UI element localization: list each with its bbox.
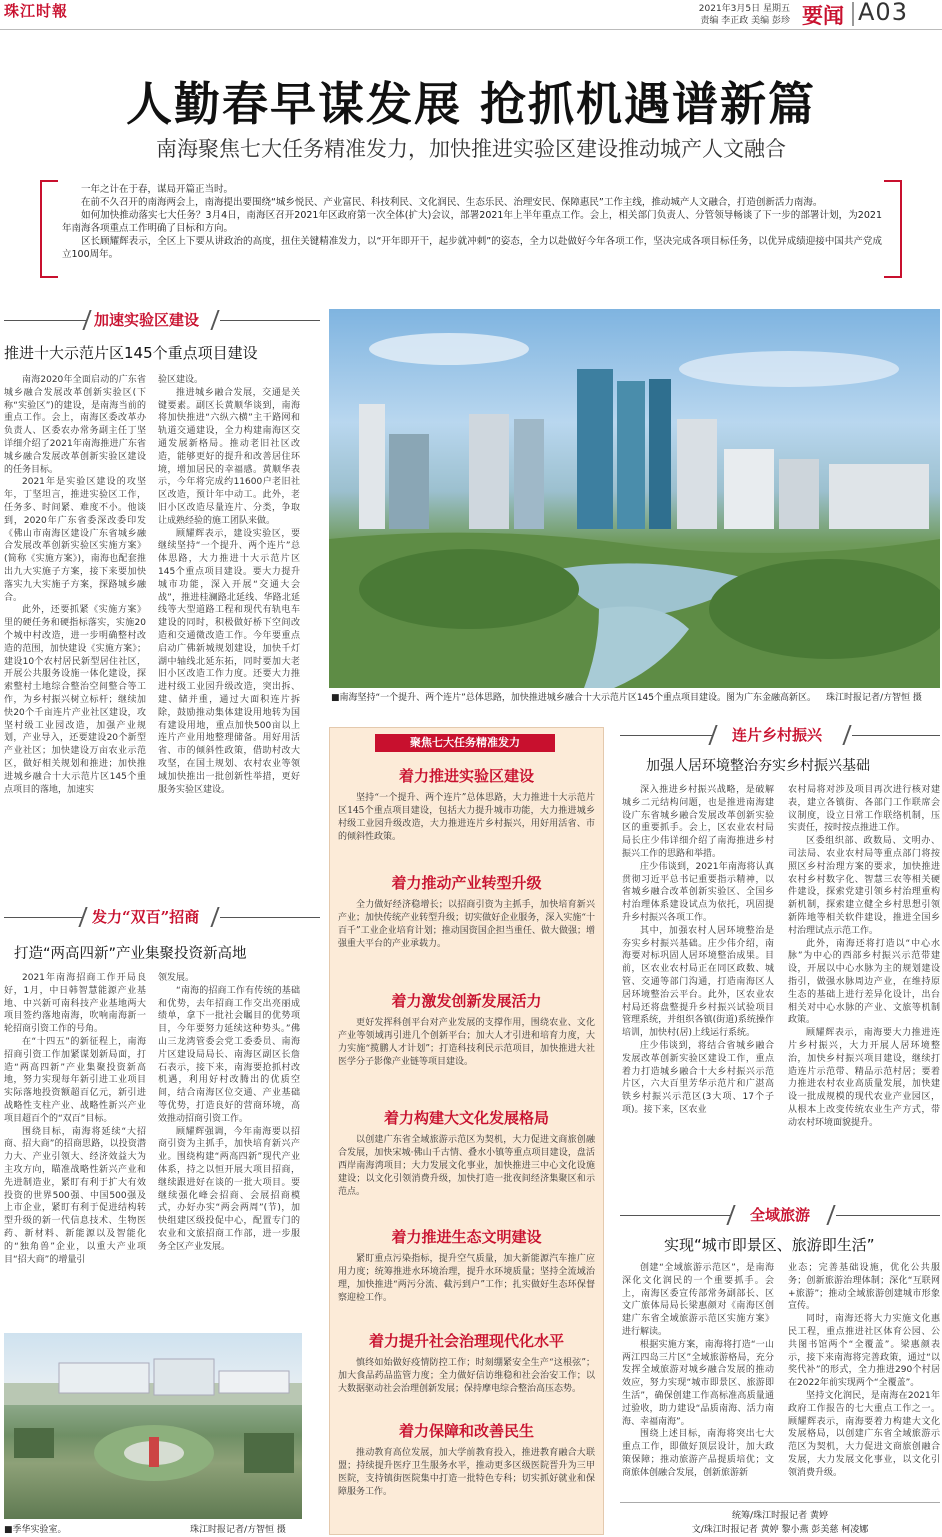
paragraph: 业态；完善基础设施，优化公共服务；创新旅游治理体制；深化“互联网+旅游”；推动全域旅游创建城市形象宣传。 xyxy=(788,1263,940,1312)
section-slash xyxy=(210,907,219,927)
article-column xyxy=(158,374,300,830)
paragraph: 此外，南海还将打造以“中心水脉”为中心的西部乡村振兴示范带建设，开展以中心水脉为主的规划建设指引，做强水脉周边产业，在维持原生态的基础上进行差异化设计，出台相关对中心水脉的产业、文旅等机制政策。 xyxy=(788,938,940,1026)
page-number: A03 xyxy=(858,0,908,26)
paragraph: 围绕目标，南海将延续“大招商、招大商”的招商思路，以投资潜力大、产业引领大、经济效益大为主攻方向，瞄准战略性新兴产业和先进制造业，紧盯有利于扩大有效投资的世界500强、中国500强及上市企业，紧盯有利于促进结构转型升级的新一代信息技术、生物医药、新材料、新能源以及智能化的“独角兽”企业，以重大产业项目“招大商”的增量引 xyxy=(4,1126,146,1265)
paragraph: 根据实施方案，南海将打造“一山两江四岛三片区”全域旅游格局，充分发挥全域旅游对城乡融合发展的推动效应，努力实现“城市即景区、旅游即生活”，确保创建工作高标准高质量通过验收，助力建设“品质南海、活力南海、幸福南海”。 xyxy=(622,1339,774,1427)
task-item xyxy=(338,1420,595,1499)
photo-credit: 珠江时报记者/方智恒 摄 xyxy=(190,1525,286,1535)
paragraph: 农村局将对涉及项目再次进行核对建表，建立各镇街、各部门工作联席会议制度，设立日常工作联络机制，压实责任，按时按点推进工作。 xyxy=(788,785,940,834)
paragraph: 庄少伟谈到，将结合省城乡融合发展改革创新实验区建设工作，重点着力打造城乡融合十大乡村振兴示范片区，六大百里芳华示范片和广湛高铁乡村振兴示范区(3大项、17个子项)。接下来，区农业 xyxy=(622,1040,774,1115)
section-label: 加速实验区建设 xyxy=(94,311,200,329)
newspaper-logo: 珠江时報 xyxy=(4,2,69,20)
paragraph: 深入推进乡村振兴战略，是破解城乡二元结构问题，也是推进南海建设广东省城乡融合发展改革创新实验区的重要抓手。会上，区农业农村局局长庄少伟详细介绍了南海推进乡村振兴工作的思路和举措。 xyxy=(622,785,774,859)
city-skyline-photo xyxy=(329,309,940,688)
article-column xyxy=(622,784,774,1194)
task-body: 坚持“一个提升、两个连片”总体思路，大力推进十大示范片区145个重点项目建设，包括大力提升城市功能，大力推进城乡村级工业园升级改造，大力推进连片乡村振兴，用好用活省、市的倾斜性政策。 xyxy=(338,793,595,842)
section-rule xyxy=(220,917,320,918)
lead-bracket-left xyxy=(40,180,58,278)
task-body: 推动教育高位发展，加大学前教育投入，推进教育融合大联盟；持续提升医疗卫生服务水平，推动更多区级医院晋升为三甲医院，支持镇街医院集中打造一批特色专科；切实抓好就业和保障服务工作。 xyxy=(338,1448,595,1497)
paragraph: 2021年是实验区建设的攻坚年，丁坚坦言，推进实验区工作，任务多、时间紧、难度不小。他谈到，2020年广东省委深改委印发《佛山市南海区建设广东省城乡融合发展改革创新实验区实施方案》(简称《实施方案》)，南海也配套推出九大实施子方案，接下来要加快落实九大实施子方案，探路城乡融合。 xyxy=(4,477,146,603)
task-item xyxy=(338,1226,595,1305)
paragraph: 领发展。 xyxy=(158,973,195,983)
task-heading: 着力构建大文化发展格局 xyxy=(383,1109,549,1127)
issue-editors: 责编 李正政 美编 彭珍 xyxy=(700,16,790,26)
section-rule xyxy=(4,917,82,918)
task-heading: 着力推进实验区建设 xyxy=(398,767,534,785)
task-body: 以创建广东省全域旅游示范区为契机，大力促进文商旅创融合发展，加快宋城·佛山千古情、叠水小镇等重点项目建设，盘活西岸南海湾项目；大力发展文化事业，加快推进三中心文化设施建设；以文化引领消费升级，加快打造一批夜间经济集聚区和示范点。 xyxy=(338,1135,595,1197)
lead-line: 区长顾耀辉表示，全区上下要从讲政治的高度，扭住关键精准发力，以“开年即开干，起步就冲刺”的姿态，全力以赴做好今年各项工作，坚决完成各项目标任务，以优异成绩迎接中国共产党成立100周年。 xyxy=(62,236,882,260)
article-column xyxy=(158,972,300,1324)
photo-caption: ■南海坚持“一个提升、两个连片”总体思路，加快推进城乡融合十大示范片区145个重点项目建设。图为广东金融高新区。 xyxy=(331,693,817,703)
skyline-illustration xyxy=(329,309,940,688)
article-column xyxy=(788,784,940,1194)
header-rule xyxy=(0,29,942,30)
section-title: 加强人居环境整治夯实乡村振兴基础 xyxy=(646,758,870,774)
paragraph: 验区建设。 xyxy=(158,375,204,385)
photo-credit: 珠江时报记者/方智恒 摄 xyxy=(826,693,922,703)
task-item xyxy=(338,872,595,951)
task-body: 全力做好经济稳增长；以招商引资为主抓手，加快培育新兴产业；加快传统产业转型升级；切实做好企业服务，深入实施“十百千”工业企业培育计划；推动国资国企担当重任、做大做强；增强重大平台的产业承载力。 xyxy=(338,900,595,949)
section-rule xyxy=(620,735,712,736)
task-heading: 着力推动产业转型升级 xyxy=(391,874,542,892)
section-label: 连片乡村振兴 xyxy=(732,726,823,744)
task-item xyxy=(338,765,595,844)
paragraph: 其中，加强农村人居环境整治是夯实乡村振兴基础。庄少伟介绍，南海要对标巩固人居环境整治成果。目前，区农业农村局正在同区政数、城管、交通等部门沟通，打造南海区人居环境整治云平台。此外，区农业农村局还将盘整提升乡村振兴试验项目管理系统，并组织各镇(街道)系统操作培训，加快村(居)上线运行系统。 xyxy=(622,925,774,1039)
headline: 人勤春早谋发展 抢抓机遇谱新篇 xyxy=(125,77,816,131)
task-heading: 着力推进生态文明建设 xyxy=(391,1228,542,1246)
paragraph: 区委组织部、政数局、文明办、司法局、农业农村局等重点部门将按照区乡村治理方案的要求，加快推进农村乡村数字化、智慧三农等相关硬件建设，探索党建引领乡村治理重构新机制，探索建立健全乡村思想引领新阵地等相关软件建设，推进全国乡村治理试点示范工作。 xyxy=(788,836,940,936)
task-item xyxy=(338,1330,595,1396)
paragraph: “南海的招商工作有传统的基础和优势，去年招商工作交出亮丽成绩单，拿下一批社会瞩目的优势项目，今年要努力延续这种势头。”佛山三龙湾管委会党工委委员、南海片区建设局局长、南海区副区长詹石表示，接下来，南海要抢抓村改机遇，利用好村改腾出的优质空间，结合南海区位交通、产业基础等优势，打造良好的营商环境，高效推动招商引资工作。 xyxy=(158,985,300,1124)
section-title: 打造“两高四新”产业集聚投资新高地 xyxy=(14,946,247,962)
paragraph: 推进城乡融合发展，交通是关键要素。副区长黄顺华谈到，南海将加快推进“六纵六横”主干路网和轨道交通建设，全力构建南海区交通发展新格局。推动老旧社区改造，能够更好的提升和改善居住环境，增加居民的幸福感。黄顺华表示，今年将完成约11600户老旧社区改造，预计年中动工。此外，老旧小区改造尽量连片、分类，争取让成熟经验的施工团队来做。 xyxy=(158,387,300,526)
header-divider xyxy=(852,2,854,26)
article-column xyxy=(788,1262,940,1498)
lab-campus-photo xyxy=(4,1333,302,1519)
section-name: 要闻 xyxy=(802,3,844,28)
issue-meta xyxy=(699,3,790,27)
lead-bracket-right xyxy=(884,180,902,278)
paragraph: 顾耀辉强调，今年南海要以招商引资为主抓手，加快培育新兴产业。围绕构建“两高四新”现代产业体系，持之以恒开展大项目招商，继续跟进好在谈的一批大项目。要继续强化峰会招商、会展招商模式，办好办实“两会两周”(节)，加快组建区级投促中心，配置专门的农业和文旅招商工作部，进一步服务全区产业发展。 xyxy=(158,1126,300,1252)
paragraph: 同时，南海还将大力实施文化惠民工程，重点推进社区体育公园、公共图书馆两个“全覆盖”。梁惠颜表示，接下来南海将完善政策，通过“以奖代补”的形式，全力推进290个村居在2022年前实现两个“全覆盖”。 xyxy=(788,1314,940,1389)
lead-line: 如何加快推动落实七大任务？3月4日，南海区召开2021年区政府第一次全体(扩大)会议，部署2021年上半年重点工作。会上，相关部门负责人、分管领导畅谈了下一步的部署计划，为2021年南海各项重点工作明确了目标和方向。 xyxy=(62,210,882,234)
paragraph: 在“十四五”的新征程上，南海招商引资工作加紧谋划新局面，打造“两高四新”产业集聚投资新高地，努力实现每年新引进工业项目实际落地投资额超百亿元，新引进战略性支柱产业、战略性新兴产业项目超百个的“双百”目标。 xyxy=(4,1036,146,1124)
byline-rule xyxy=(620,1502,940,1503)
paragraph: 创建“全域旅游示范区”，是南海深化文化润民的一个重要抓手。会上，南海区委宣传部常务副部长、区文广旅体局局长梁惠颜对《南海区创建广东省全域旅游示范区实施方案》进行解读。 xyxy=(622,1263,774,1337)
section-rule xyxy=(4,320,86,321)
paragraph: 顾耀辉表示，南海要大力推进连片乡村振兴，大力开展人居环境整治，加快乡村振兴项目建设，继续打造连片示范带、精品示范村居；要着力推进农村农业高质量发展，加快建设一批成规模的现代农业产业园区，从根本上改变传统农业生产方式，带动农村环境面貌提升。 xyxy=(788,1028,940,1128)
lead-line: 一年之计在于春，谋局开篇正当时。 xyxy=(81,184,234,195)
article-column xyxy=(4,374,146,830)
byline-coordinator: 统筹/珠江时报记者 黄婷 xyxy=(732,1511,828,1521)
lab-campus-illustration xyxy=(4,1333,302,1519)
task-body: 更好发挥科创平台对产业发展的支撑作用，围绕农业、文化产业等领域再引进几个创新平台；加大人才引进和培育力度，大力实施“揽鹏人才计划”；打造科技利民示范项目，加快推进大社医学分子影像产业链等项目建设。 xyxy=(338,1018,595,1067)
section-rule xyxy=(836,1215,940,1216)
article-column xyxy=(622,1262,774,1498)
task-item xyxy=(338,1107,595,1199)
lead-paragraph xyxy=(62,183,882,261)
section-rule xyxy=(620,1215,730,1216)
section-title: 实现“城市即景区、旅游即生活” xyxy=(664,1236,875,1254)
focus-box-title: 聚焦七大任务精准发力 xyxy=(375,734,555,752)
section-slash xyxy=(210,310,219,330)
section-title: 推进十大示范片区145个重点项目建设 xyxy=(4,344,258,362)
paragraph: 南海2020年全面启动的广东省城乡融合发展改革创新实验区(下称“实验区”)的建设，是南海当前的重点工作。会上，南海区委改革办负责人、区委农办常务副主任丁坚详细介绍了2021年南海推进广东省城乡融合发展改革创新实验区建设的任务目标。 xyxy=(4,375,146,475)
task-heading: 着力保障和改善民生 xyxy=(398,1422,534,1440)
task-body: 紧盯重点污染指标，提升空气质量，加大新能源汽车推广应用力度；统筹推进水环境治理，提升水环境质量；坚持全流域治理，加快推进“两污分流、截污到户”工作；扎实做好生态环保督察迎检工作。 xyxy=(338,1254,595,1303)
subheadline: 南海聚焦七大任务精准发力，加快推进实验区建设推动城产人文融合 xyxy=(156,137,786,161)
section-label: 全域旅游 xyxy=(750,1206,811,1224)
section-rule xyxy=(220,320,320,321)
task-heading: 着力激发创新发展活力 xyxy=(391,992,542,1010)
photo-caption: ■季华实验室。 xyxy=(4,1525,67,1535)
paragraph: 围绕上述目标，南海将突出七大重点工作，即做好顶层设计，加大政策保障；推动旅游产品提质培优；文商旅体创融合发展，创新旅游新 xyxy=(622,1429,774,1478)
section-slash xyxy=(842,725,851,745)
section-slash xyxy=(826,1205,835,1225)
byline-writers: 文/珠江时报记者 黄婷 黎小燕 彭美慈 柯凌娜 xyxy=(691,1525,869,1535)
issue-date: 2021年3月5日 星期五 xyxy=(698,4,790,14)
section-rule xyxy=(852,735,940,736)
paragraph: 顾耀辉表示，建设实验区，要继续坚持“一个提升、两个连片”总体思路，大力推进十大示范片区145个重点项目建设。要大力提升城市功能，深入开展“交通大会战”，推进桂澜路北延线、华路北延线等大型道路工程和现代有轨电车建设的同时，积极做好桥下空间改造和交通微改造工作。今年要重点启动广佛新城规划建设，加快千灯湖中轴线北延东拓，同时要加大老旧小区改造工作力度。还要大力推进村级工业园升级改造，突出拆、建、储并重，通过大面积连片拆除，鼓励推动集体建设用地转为国有建设用地，重点加快500亩以上连片产业用地整理储备。用好用活省、市的倾斜性政策，借助村改大攻坚，在国土规划、农村农业等领域加快推出一批创新性举措，更好服务实验区建设。 xyxy=(158,528,300,795)
article-column xyxy=(4,972,146,1324)
task-body: 慎终如始做好疫情防控工作；时刻绷紧安全生产“这根弦”；加大食品药品监管力度；全力做好信访维稳和社会治安工作；以大数据驱动社会治理创新发展；保持摩电综合整治高压态势。 xyxy=(338,1358,595,1394)
paragraph: 此外，还要抓紧《实施方案》里的硬任务和硬指标落实，实施20个城中村改造，进一步明确整村改造的范围，加快建设《实施方案》；建设10个农村居民新型居住社区，开展公共服务设施一体化建设，探索整村土地综合整治空间整合等工作，为乡村振兴树立标杆；继续加快20个千亩连片产业社区建设，攻坚村级工业园改造，加强产业规划，产业导入，还要建设20个新型产业社区；加快建设万亩农业示范区，做好相关规划和推进；加快推进城乡融合十大示范片区145个重点项目的落地，加速实 xyxy=(4,605,146,795)
lead-line: 在前不久召开的南海两会上，南海提出要围绕“城乡悦民、产业富民、科技利民、文化润民、生态乐民、治理安民、保障惠民”工作主线，推动城产人文融合，打造创新活力南海。 xyxy=(81,197,823,208)
task-heading: 着力提升社会治理现代化水平 xyxy=(368,1332,564,1350)
task-item xyxy=(338,990,595,1069)
paragraph: 庄少伟谈到，2021年南海将认真贯彻习近平总书记重要指示精神，以省城乡融合改革创新实验区、全国乡村治理体系建设试点为依托，巩固提升乡村振兴各项工作。 xyxy=(622,861,774,923)
section-label: 发力“双百”招商 xyxy=(92,908,200,926)
paragraph: 2021年南海招商工作开局良好，1月，中日韩智慧能源产业基地、中兴新可南科技产业基地两大项目签约落地南海，吹响南海新一轮招商引资工作的号角。 xyxy=(4,973,146,1035)
paragraph: 坚持文化润民，是南海在2021年政府工作报告的七大重点工作之一。顾耀辉表示，南海要着力构建大文化发展格局，以创建广东省全域旅游示范区为契机，大力促进文商旅创融合发展，大力发展文化事业，以文化引领消费升级。 xyxy=(788,1390,940,1478)
